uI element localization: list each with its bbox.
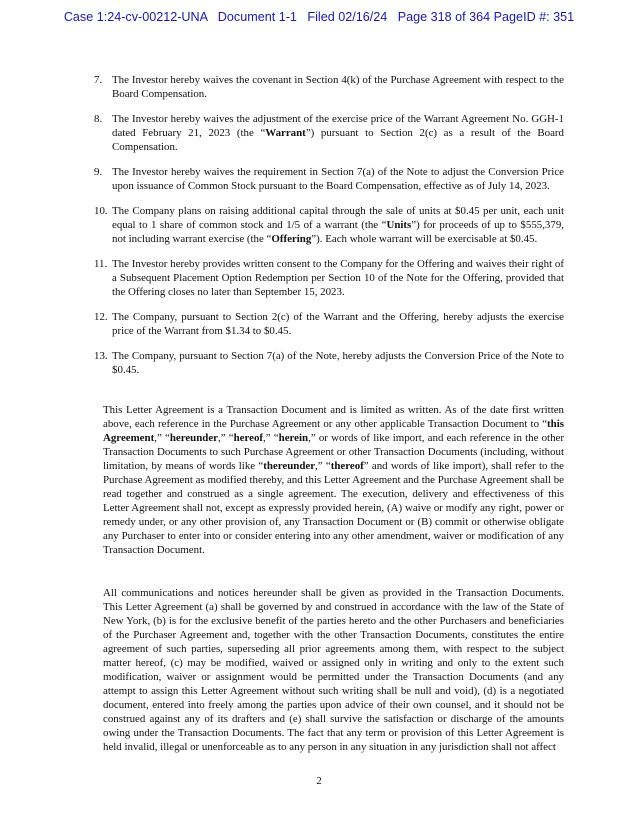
text-run: ”). Each whole warrant will be exercisable at $0.45. [311,233,538,245]
item-text: The Company, pursuant to Section 2(c) of the Warrant and the Offering, hereby adjusts the exercise price of the Warrant from $1.34 to $0.45. [112,311,564,337]
defined-term: thereunder [263,460,316,472]
item-text: The Investor hereby waives the covenant in Section 4(k) of the Purchase Agreement with respect to the Board Compensation. [112,74,564,100]
item-text: The Company, pursuant to Section 7(a) of the Note, hereby adjusts the Conversion Price of the Note to $0.45. [112,350,564,376]
defined-term: Units [386,219,412,231]
defined-term: herein [278,432,309,444]
text-run: ,” “ [315,460,331,472]
item-number: 8. [94,113,103,125]
defined-term: this Agreement [103,418,564,444]
numbered-list [94,73,564,388]
text-run: ” and words of like import), shall refer to the Purchase Agreement as modified thereby, and this Letter Agreement and the Purchase Agreement shall be read together and construed as a single agreement. The execution, delivery and effectiveness of this Letter Agreement shall not, except as expressly provided herein, (A) waive or modify any right, power or remedy under, or any other provision of, any Transaction Document or (B) commit or otherwise obligate any Purchaser to enter into or consider entering into any other amendment, waiver or modification of any Transaction Document. [103,460,564,556]
item-text [112,204,564,246]
text-run: The Investor hereby waives the adjustment of the exercise price of the Warrant Agreement No. GGH-1 dated February 21, 2023 (the “ [112,113,564,139]
paragraph-transaction-document [103,403,564,557]
list-item [94,310,564,338]
list-item [94,204,564,246]
item-number: 13. [94,350,108,362]
text-run: This Letter Agreement is a Transaction Document and is limited as written. As of the date first written above, each reference in the Purchase Agreement or any other applicable Transaction Document to “ [103,404,564,430]
defined-term: Warrant [265,127,306,139]
text-run: ”) for proceeds of up to $555,379, not including warrant exercise (the “ [112,219,564,245]
list-item [94,257,564,299]
list-item [94,349,564,377]
text-run: The Company plans on raising additional capital through the sale of units at $0.45 per unit, each unit equal to 1 share of common stock and 1/5 of a warrant (the “ [112,205,564,231]
text-run: ,” “ [154,432,170,444]
paragraph-communications: All communications and notices hereunder shall be given as provided in the Transaction Documents. This Letter Agreement (a) shall be governed by and construed in accordance with the law of the State of New York, (b) is for the exclusive benefit of the parties hereto and the other Purchasers and beneficiaries of the Purchaser Agreement and, together with the other Transaction Documents, constitutes the entire agreement of such parties, superseding all prior agreements among them, with respect to the subject matter hereof, (c) may be modified, waived or assigned only in writing and only to the extent such modification, waiver or assignment would be permitted under the Transaction Documents (and any attempt to assign this Letter Agreement without such writing shall be null and void), (d) is a negotiated document, entered into freely among the parties upon advice of their own counsel, and it should not be construed against any of its drafters and (e) shall survive the satisfaction or discharge of the amounts owing under the Transaction Documents. The fact that any term or provision of this Letter Agreement is held invalid, illegal or unenforceable as to any person in any situation in any jurisdiction shall not affect [103,587,564,753]
text-run: ,” “ [218,432,234,444]
defined-term: thereof [330,460,364,472]
defined-term: Offering [271,233,312,245]
item-text: The Investor hereby provides written consent to the Company for the Offering and waives their right of a Subsequent Placement Option Redemption per Section 10 of the Note for the Offering, provided that the Offering closes no later than September 15, 2023. [112,258,564,298]
text-run: ,” or words of like import, and each reference in the other Transaction Documents to such Purchase Agreement or other Transaction Documents (including, without limitation, by means of words like “ [103,432,564,472]
defined-term: hereof [233,432,264,444]
list-item [94,165,564,193]
item-number: 9. [94,166,103,178]
list-item [94,112,564,154]
item-text [112,112,564,154]
text-run: ,” “ [263,432,279,444]
item-number: 10. [94,205,108,217]
defined-term: hereunder [169,432,219,444]
page-number: 2 [316,775,322,787]
item-number: 12. [94,311,108,323]
list-item [94,73,564,101]
item-number: 11. [94,258,108,270]
court-filing-stamp: Case 1:24-cv-00212-UNA Document 1-1 Filed 02/16/24 Page 318 of 364 PageID #: 351 [63,10,575,24]
item-text: The Investor hereby waives the requirement in Section 7(a) of the Note to adjust the Conversion Price upon issuance of Common Stock pursuant to the Board Compensation, effective as of July 14, 2023. [112,166,564,192]
item-number: 7. [94,74,103,86]
text-run: ”) pursuant to Section 2(c) as a result of the Board Compensation. [112,127,564,153]
